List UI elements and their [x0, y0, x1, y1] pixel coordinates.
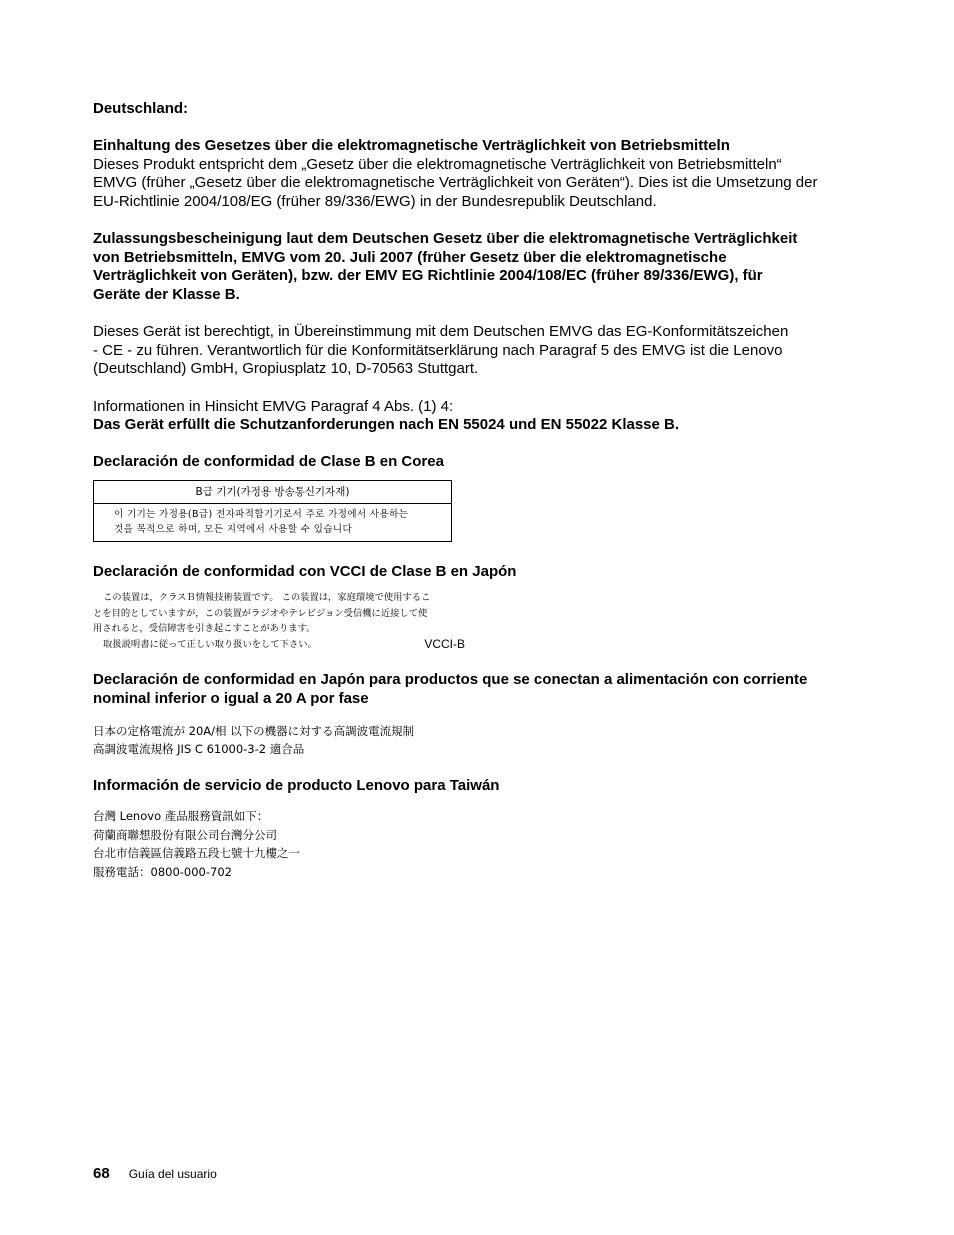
korea-box-line: 것을 목적으로 하며, 모든 지역에서 사용할 수 있습니다: [114, 523, 353, 535]
ce-line: Dieses Gerät ist berechtigt, in Übereinstimmung mit dem Deutschen EMVG das EG-Konformitätszeichen: [93, 323, 789, 341]
vcci-line: とを目的としていますが，この装置がラジオやテレビジョン受信機に近接して使: [93, 607, 428, 619]
emvg-info-line: Informationen in Hinsicht EMVG Paragraf 4 Abs. (1) 4:: [93, 397, 454, 415]
vcci-line: 取扱説明書に従って正しい取り扱いをして下さい。: [103, 638, 317, 650]
japan-power-line: 高調波電流規格 JIS C 61000-3-2 適合品: [93, 742, 305, 757]
document-title: Guía del usuario: [128, 1167, 217, 1181]
vcci-last-row: [93, 637, 465, 653]
taiwan-line: 服務電話：0800-000-702: [93, 864, 232, 879]
taiwan-heading: Información de servicio de producto Lenovo para Taiwán: [93, 776, 500, 794]
vcci-line: 用されると，受信障害を引き起こすことがあります。: [93, 623, 316, 635]
japan-power-text: [93, 722, 853, 759]
page-number: 68: [93, 1165, 110, 1182]
ce-line: (Deutschland) GmbH, Gropiusplatz 10, D-70563 Stuttgart.: [93, 360, 479, 378]
vcci-heading: Declaración de conformidad con VCCI de Clase B en Japón: [93, 562, 517, 580]
japan-power-line: 日本の定格電流が 20A/相 以下の機器に対する高調波電流規制: [93, 723, 415, 738]
taiwan-line: 荷蘭商聯想股份有限公司台灣分公司: [93, 827, 277, 842]
germany-heading: Deutschland:: [93, 100, 189, 117]
korea-heading: Declaración de conformidad de Clase B en Corea: [93, 453, 444, 471]
vcci-line: この装置は，クラスＢ情報技術装置です。 この装置は，家庭環境で使用するこ: [103, 592, 431, 604]
korea-notice-box: [93, 480, 452, 542]
japan-power-heading: Declaración de conformidad en Japón para productos que se conectan a alimentación con corriente: [93, 671, 808, 689]
taiwan-line: 台灣 Lenovo 產品服務資訊如下：: [93, 809, 269, 824]
taiwan-line: 台北市信義區信義路五段七號十九樓之一: [93, 846, 300, 861]
emvg-line: Dieses Produkt entspricht dem „Gesetz über die elektromagnetische Verträglichkeit von Betriebsmitteln“: [93, 155, 782, 173]
approval-line: von Betriebsmitteln, EMVG vom 20. Juli 2007 (früher Gesetz über die elektromagnetische: [93, 248, 727, 266]
approval-line: Verträglichkeit von Geräten), bzw. der EMV EG Richtlinie 2004/108/EC (früher 89/336/EWG), für: [93, 267, 763, 285]
emvg-title: Einhaltung des Gesetzes über die elektromagnetische Verträglichkeit von Betriebsmitteln: [93, 137, 730, 155]
vcci-b-mark: VCCI-B: [424, 636, 465, 651]
vcci-notice: [93, 590, 465, 652]
taiwan-service-text: [93, 807, 853, 881]
emvg-line: EMVG (früher „Gesetz über die elektromagnetische Verträglichkeit von Geräten“). Dies ist die Umsetzung der: [93, 174, 818, 192]
japan-power-heading: nominal inferior o igual a 20 A por fase: [93, 690, 369, 708]
emvg-line: EU-Richtlinie 2004/108/EG (früher 89/336/EWG) in der Bundesrepublik Deutschland.: [93, 192, 657, 210]
emvg-requirement-line: Das Gerät erfüllt die Schutzanforderungen nach EN 55024 und EN 55022 Klasse B.: [93, 416, 680, 434]
approval-line: Geräte der Klasse B.: [93, 285, 240, 303]
page-body: [93, 100, 853, 881]
page-footer: [93, 1165, 217, 1182]
korea-box-body: [94, 504, 451, 541]
korea-box-line: 이 기기는 가정용(B급) 전자파적합기기로서 주로 가정에서 사용하는: [114, 508, 409, 520]
korea-box-title: B급 기기(가정용 방송통신기자재): [94, 481, 451, 504]
ce-line: - CE - zu führen. Verantwortlich für die Konformitätserklärung nach Paragraf 5 des EMVG ist die Lenovo: [93, 341, 783, 359]
approval-line: Zulassungsbescheinigung laut dem Deutschen Gesetz über die elektromagnetische Verträglichkeit: [93, 230, 798, 248]
